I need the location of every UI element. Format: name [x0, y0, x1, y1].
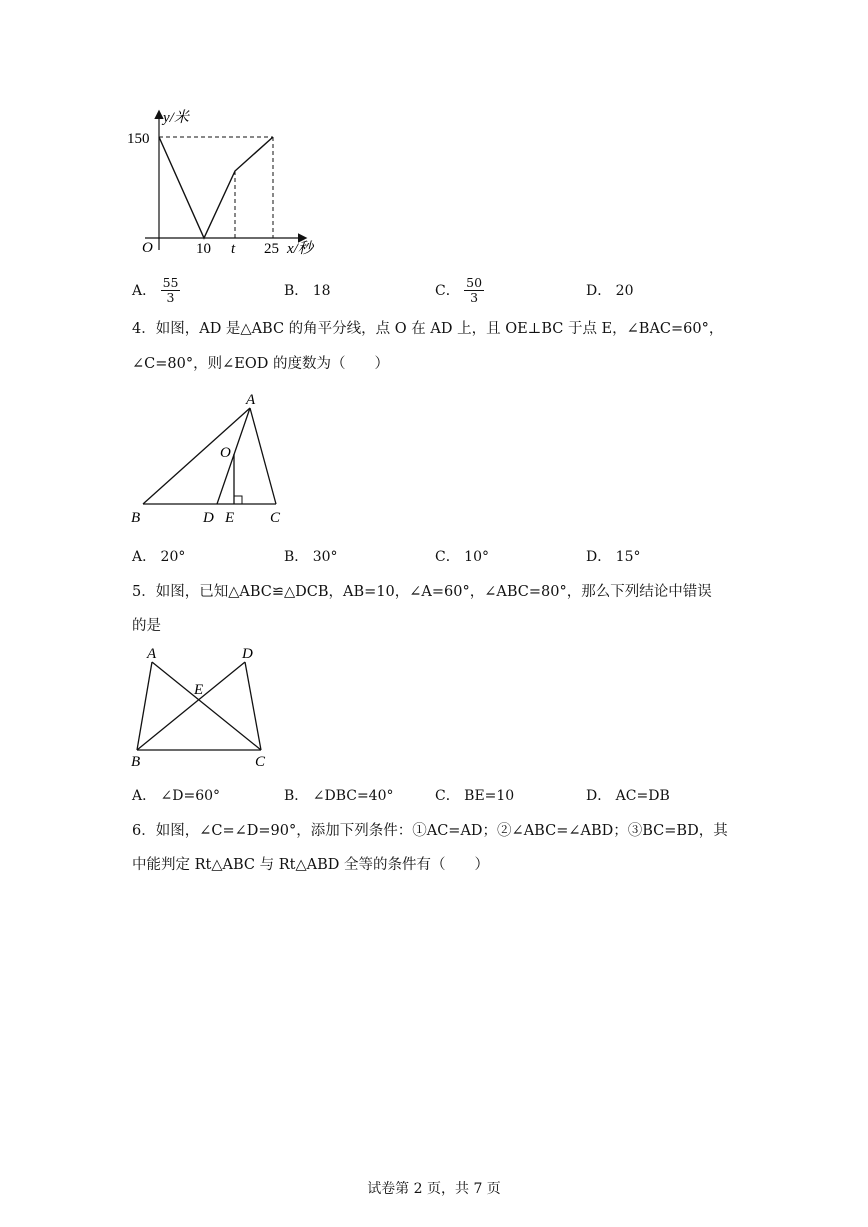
q4-option-d: D． 15° — [586, 549, 641, 565]
q6-line2: 中能判定 Rt△ABC 与 Rt△ABD 全等的条件有（ ） — [132, 857, 489, 873]
q5-option-c: C． BE=10 — [435, 788, 515, 804]
q5-option-a: A． ∠D=60° — [132, 788, 221, 804]
y-axis-label: y/米 — [163, 110, 189, 126]
label-d: D — [242, 646, 253, 662]
x-tick-25: 25 — [264, 241, 279, 257]
q5-option-b: B． ∠DBC=40° — [284, 788, 394, 804]
q4-option-c: C． 10° — [435, 549, 489, 565]
label-a: A — [246, 392, 256, 408]
label-b: B — [131, 510, 141, 526]
x-tick-10: 10 — [196, 241, 211, 257]
q5-line2: 的是 — [132, 618, 161, 634]
label-e: E — [194, 682, 204, 698]
q3-option-c-fraction: $\frac{50}{3}$ — [466, 275, 483, 306]
q3-option-c: C． $\frac{50}{3}$ — [435, 275, 483, 306]
label-o: O — [220, 445, 231, 461]
graph-line — [159, 137, 273, 238]
segment-db — [137, 662, 245, 750]
label-e: E — [225, 510, 235, 526]
q6-line1: 6．如图，∠C=∠D=90°，添加下列条件：①AC=AD；②∠ABC=∠ABD；③BC=BD，其 — [132, 823, 728, 839]
q4-line2: ∠C=80°，则∠EOD 的度数为（ ） — [132, 356, 389, 372]
label-a: A — [147, 646, 157, 662]
q3-option-a-fraction: $\frac{55}{3}$ — [162, 275, 179, 306]
q4-line1: 4．如图，AD 是△ABC 的角平分线，点 O 在 AD 上，且 OE⊥BC 于点 E，∠BAC=60°， — [132, 321, 724, 337]
page-footer: 试卷第 2 页，共 7 页 — [367, 1181, 501, 1197]
segment-ac — [152, 662, 261, 750]
y-tick-150: 150 — [127, 131, 150, 147]
x-axis-label: x/秒 — [287, 241, 313, 257]
segment-dc — [245, 662, 261, 750]
origin-label: O — [142, 240, 153, 256]
label-b: B — [131, 754, 141, 770]
q4-option-a: A． 20° — [132, 549, 186, 565]
label-d: D — [203, 510, 214, 526]
distance-time-graph — [125, 100, 325, 260]
q3-option-d: D． 20 — [586, 283, 634, 299]
q5-congruent-figure — [125, 642, 285, 772]
q4-triangle-figure — [125, 385, 295, 530]
q3-option-b: B． 18 — [284, 283, 331, 299]
q5-option-d: D． AC=DB — [586, 788, 670, 804]
right-angle-mark — [234, 496, 242, 504]
label-c: C — [255, 754, 266, 770]
label-c: C — [270, 510, 281, 526]
x-tick-t: t — [231, 241, 236, 257]
side-ac — [250, 408, 276, 504]
q3-option-a: A． $\frac{55}{3}$ — [132, 275, 179, 306]
segment-ab — [137, 662, 152, 750]
q5-line1: 5．如图，已知△ABC≌△DCB，AB=10，∠A=60°，∠ABC=80°，那么下列结论中错误 — [132, 584, 712, 600]
q4-option-b: B． 30° — [284, 549, 338, 565]
